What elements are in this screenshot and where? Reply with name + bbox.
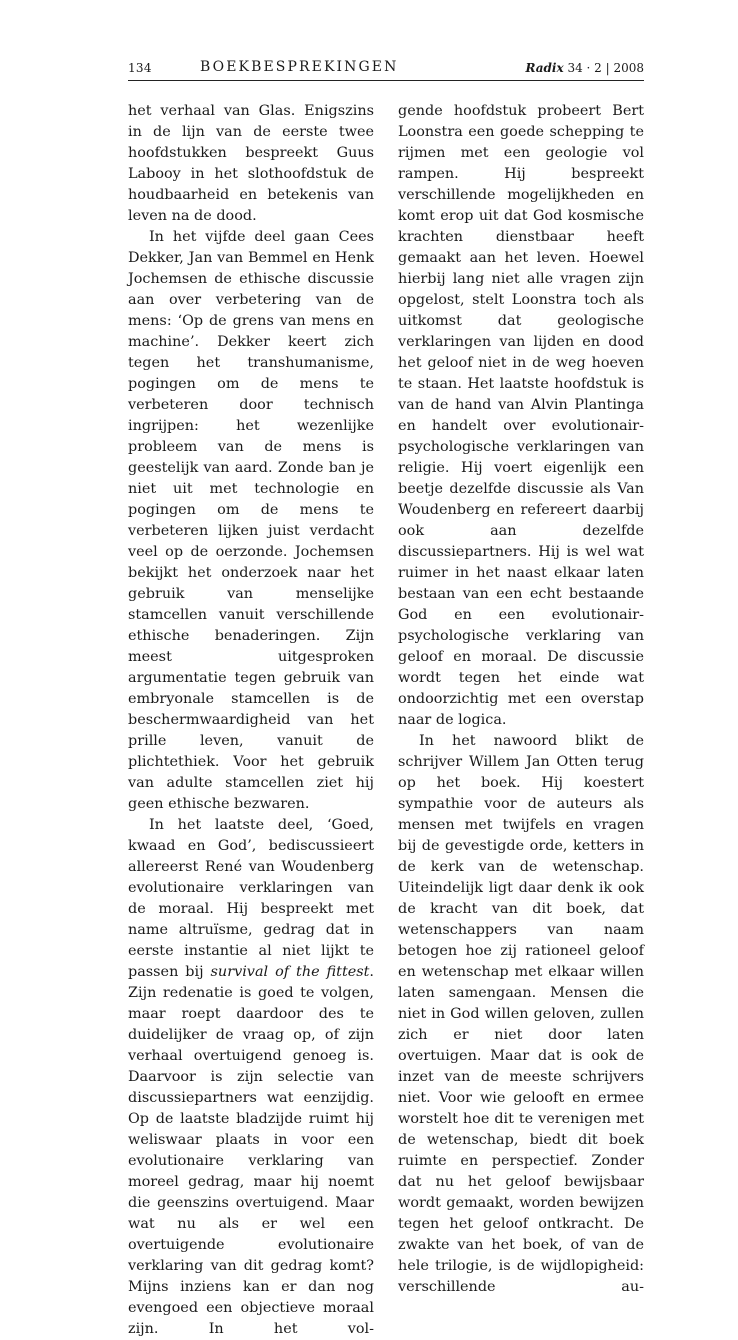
italic-phrase: survival of the fittest [210, 964, 370, 980]
left-paragraph-3-part-1: In het laatste deel, ‘Goed, kwaad en God’, bediscussieert allereerst René van Woudenberg evolutionaire verklaringen van de moraal. Hij bespreekt met name altruïsme, gedrag dat in eerste instantie al niet lijkt te passen bij [128, 817, 374, 980]
journal-issue: 34 · 2 | 2008 [567, 61, 644, 75]
left-paragraph-3-part-2: . Zijn redenatie is goed te volgen, maar roept daardoor des te duidelijker de vraag op, of zijn verhaal overtuigend genoeg is. Daarvoor is zijn selectie van discussiepartners wat eenzijdig. Op de laatste bladzijde ruimt hij weliswaar plaats in voor een evolutionaire verklaring van moreel gedrag, maar hij noemt die geenszins overtuigend. Maar wat nu als er wel een overtuigende evolutionaire verklaring van dit gedrag komt? Mijns inziens kan er dan nog evengoed een objectieve moraal zijn. In het vol- [128, 964, 374, 1337]
running-title: BOEKBESPREKINGEN [200, 59, 399, 75]
header-rule [128, 80, 644, 81]
left-paragraph-1: het verhaal van Glas. Enigszins in de lijn van de eerste twee hoofdstukken bespreekt Guus Labooy in het slothoofdstuk de houdbaarheid en betekenis van leven na de dood. [128, 103, 374, 224]
page-number: 134 [128, 61, 152, 75]
right-paragraph-2: In het nawoord blikt de schrijver Willem Jan Otten terug op het boek. Hij koestert sympathie voor de auteurs als mensen met twijfels en vragen bij de gevestigde orde, ketters in de kerk van de wetenschap. Uiteindelijk ligt daar denk ik ook de kracht van dit boek, dat wetenschappers van naam betogen hoe zij rationeel geloof en wetenschap met elkaar willen laten samengaan. Mensen die niet in God willen geloven, zullen zich er niet door laten overtuigen. Maar dat is ook de inzet van de meeste schrijvers niet. Voor wie gelooft en ermee worstelt hoe dit te verenigen met de wetenschap, biedt dit boek ruimte en perspectief. Zonder dat nu het geloof bewijsbaar wordt gemaakt, worden bewijzen tegen het geloof ontkracht. De zwakte van het boek, of van de hele trilogie, is de wijdlopigheid: verschillende au- [398, 733, 644, 1295]
journal-name: Radix [525, 61, 564, 75]
journal-reference [525, 61, 644, 75]
left-column [128, 101, 374, 1340]
right-column [398, 101, 644, 1298]
left-paragraph-3 [128, 815, 374, 1340]
running-header [128, 58, 644, 80]
right-paragraph-1: gende hoofdstuk probeert Bert Loonstra een goede schepping te rijmen met een geologie vol rampen. Hij bespreekt verschillende mogelijkheden en komt erop uit dat God kosmische krachten dienstbaar heeft gemaakt aan het leven. Hoewel hierbij lang niet alle vragen zijn opgelost, stelt Loonstra toch als uitkomst dat geologische verklaringen van lijden en dood het geloof niet in de weg hoeven te staan. Het laatste hoofdstuk is van de hand van Alvin Plantinga en handelt over evolutionair-psychologische verklaringen van religie. Hij voert eigenlijk een beetje dezelfde discussie als Van Woudenberg en refereert daarbij ook aan dezelfde discussiepartners. Hij is wel wat ruimer in het naast elkaar laten bestaan van een echt bestaande God en een evolutionair-psychologische verklaring van geloof en moraal. De discussie wordt tegen het einde wat ondoorzichtig met een overstap naar de logica. [398, 103, 644, 728]
left-paragraph-2: In het vijfde deel gaan Cees Dekker, Jan van Bemmel en Henk Jochemsen de ethische discussie aan over verbetering van de mens: ‘Op de grens van mens en machine’. Dekker keert zich tegen het transhumanisme, pogingen om de mens te verbeteren door technisch ingrijpen: het wezenlijke probleem van de mens is geestelijk van aard. Zonde ban je niet uit met technologie en pogingen om de mens te verbeteren lijken juist verdacht veel op de oerzonde. Jochemsen bekijkt het onderzoek naar het gebruik van menselijke stamcellen vanuit verschillende ethische benaderingen. Zijn meest uitgesproken argumentatie tegen gebruik van embryonale stamcellen is de beschermwaardigheid van het prille leven, vanuit de plichtethiek. Voor het gebruik van adulte stamcellen ziet hij geen ethische bezwaren. [128, 229, 374, 812]
